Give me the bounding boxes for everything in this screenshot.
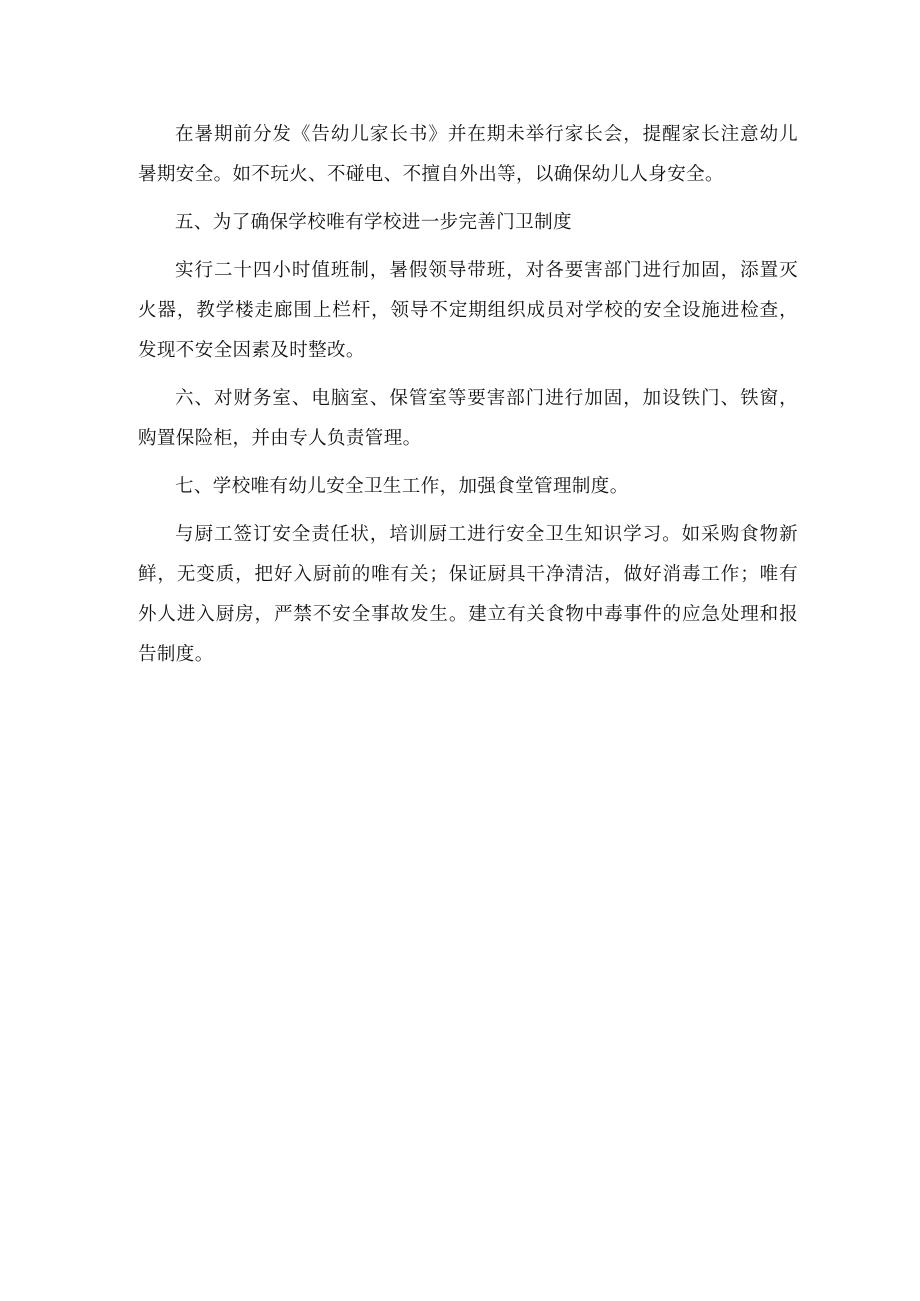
paragraph-duty-system: 实行二十四小时值班制，暑假领导带班，对各要害部门进行加固，添置灭火器，教学楼走廊围上栏杆，领导不定期组织成员对学校的安全设施进检查，发现不安全因素及时整改。: [138, 260, 798, 361]
heading-section-five: 五、为了确保学校唯有学校进一步完善门卫制度: [175, 212, 572, 233]
heading-section-six: 六、对财务室、电脑室、保管室等要害部门进行加固，加设铁门、铁窗，购置保险柜，并由专人负责管理。: [138, 388, 798, 449]
paragraph-kitchen-safety: 与厨工签订安全责任状，培训厨工进行安全卫生知识学习。如采购食物新鲜，无变质，把好入厨前的唯有关；保证厨具干净清洁，做好消毒工作；唯有外人进入厨房，严禁不安全事故发生。建立有关食物中毒事件的应急处理和报告制度。: [138, 524, 798, 665]
document-body: [138, 115, 798, 683]
paragraph-summer-safety: 在暑期前分发《告幼儿家长书》并在期未举行家长会，提醒家长注意幼儿暑期安全。如不玩火、不碰电、不擅自外出等，以确保幼儿人身安全。: [138, 124, 798, 185]
heading-section-seven: 七、学校唯有幼儿安全卫生工作，加强食堂管理制度。: [175, 476, 629, 497]
